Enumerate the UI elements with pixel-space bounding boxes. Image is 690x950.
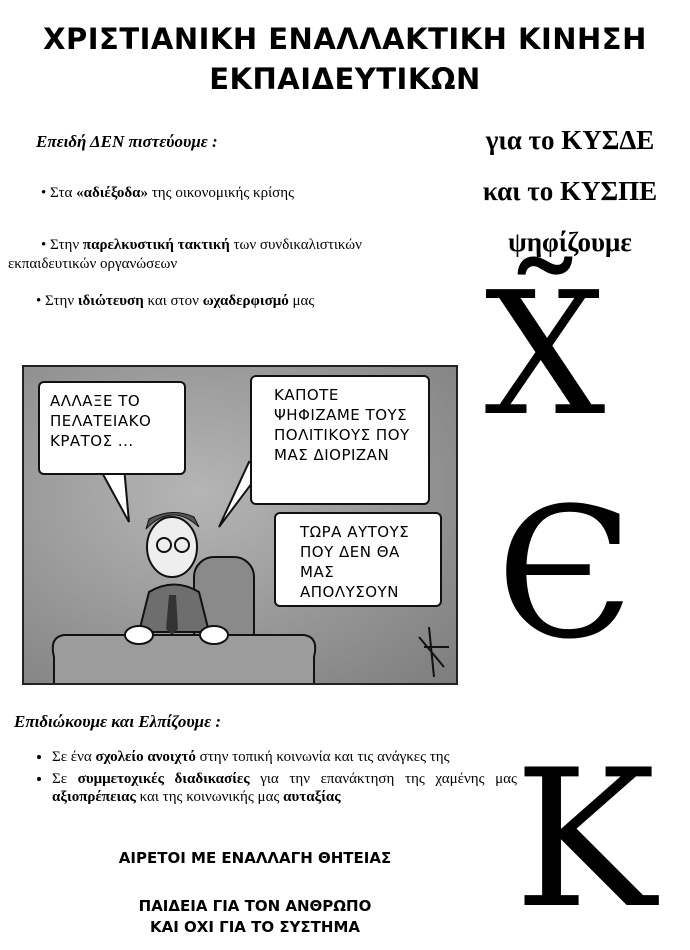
big-letter-k: K [514,729,656,950]
list-item: • Σε ένα σχολείο ανοιχτό στην τοπική κοινωνία και τις ανάγκες της [52,748,517,766]
big-letter-x: X̃ [484,256,606,454]
header-title-line2: ΕΚΠΑΙΔΕΥΤΙΚΩΝ [209,62,481,96]
section2-list [30,748,517,810]
big-letter-e: Є [496,470,634,679]
right-line3: ψηφίζουμε [508,227,632,257]
section1-heading: Επειδή ΔΕΝ πιστεύουμε : [36,132,218,151]
list-item: • Στην ιδιώτευση και στον ωχαδερφισμό μας [36,293,315,309]
speech-bubble-3: ΤΩΡΑ ΑΥΤΟΥΣ ΠΟΥ ΔΕΝ ΘΑ ΜΑΣ ΑΠΟΛΥΣΟΥΝ [274,512,442,607]
right-line2: και το ΚΥΣΠΕ [482,176,658,206]
list-item: • Σε συμμετοχικές διαδικασίες για την επανάκτηση της χαμένης μας αξιοπρέπειας και της κοινωνικής μας αυταξίας [52,770,517,806]
speech-bubble-2: ΚΑΠΟΤΕ ΨΗΦΙΖΑΜΕ ΤΟΥΣ ΠΟΛΙΤΙΚΟΥΣ ΠΟΥ ΜΑΣ ΔΙΟΡΙΖΑΝ [250,375,430,505]
slogan-1: ΑΙΡΕΤΟΙ ΜΕ ΕΝΑΛΛΑΓΗ ΘΗΤΕΙΑΣ [118,849,392,867]
header-title-line1: ΧΡΙΣΤΙΑΝΙΚΗ ΕΝΑΛΛΑΚΤΙΚΗ ΚΙΝΗΣΗ [43,22,647,56]
section2-heading: Επιδιώκουμε και Ελπίζουμε : [14,712,222,731]
list-item: • Στα «αδιέξοδα» της οικονομικής κρίσης [41,185,295,201]
list-item: • Στην παρελκυστική τακτική των συνδικαλιστικών εκπαιδευτικών οργανώσεων [8,237,362,272]
right-line1: για το ΚΥΣΔΕ [485,125,655,155]
cartoon [22,365,458,685]
slogan-2: ΠΑΙΔΕΙΑ ΓΙΑ ΤΟΝ ΑΝΘΡΩΠΟ [138,897,372,915]
speech-bubble-1: ΑΛΛΑΞΕ ΤΟ ΠΕΛΑΤΕΙΑΚΟ ΚΡΑΤΟΣ ... [38,381,186,475]
slogan-3: ΚΑΙ ΟΧΙ ΓΙΑ ΤΟ ΣΥΣΤΗΜΑ [149,918,360,936]
